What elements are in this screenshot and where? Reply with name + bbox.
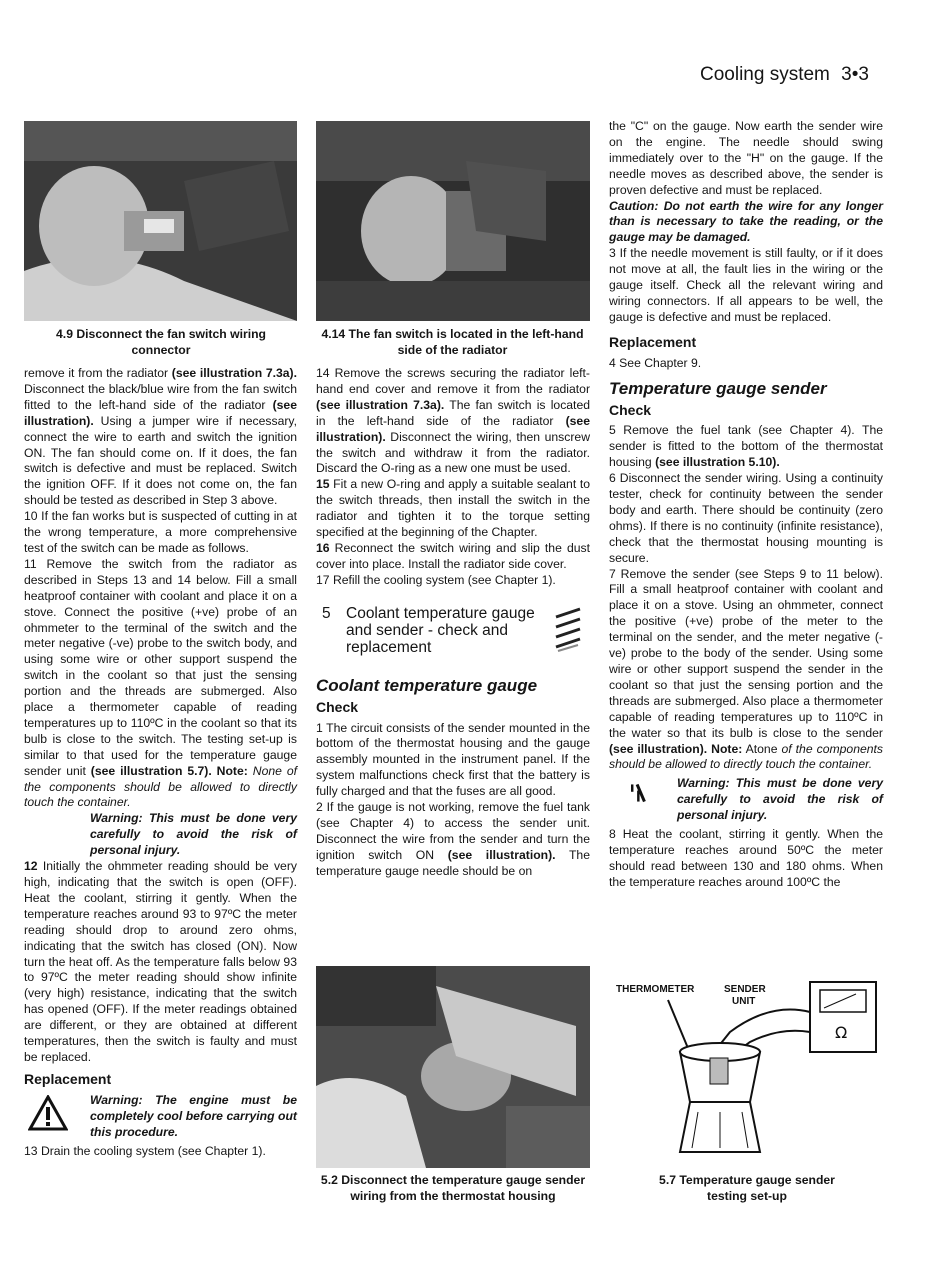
caption-5-2: 5.2 Disconnect the temperature gauge sender wiring from the thermostat housing: [320, 1173, 586, 1203]
text: Disconnect the black/blue wire from the fan switch fitted to the left-hand side of the radiator: [24, 381, 297, 412]
paragraph-11: [24, 557, 297, 812]
heading-check: Check: [316, 698, 359, 715]
ref: (see illustration 5.7). Note:: [90, 763, 248, 778]
caption-4-9: 4.9 Disconnect the fan switch wiring connector: [56, 327, 266, 357]
photo-sender-wiring: [316, 966, 590, 1168]
paragraph-13: 13 Drain the cooling system (see Chapter 1).: [24, 1143, 266, 1158]
paragraph-17: 17 Refill the cooling system (see Chapter 1).: [316, 572, 556, 587]
text: as: [116, 493, 130, 508]
svg-text:Ω: Ω: [835, 1023, 848, 1042]
paragraph-9: [24, 366, 297, 509]
text: Initially the ohmmeter reading should be very high, indicating that the switch is open (OFF). Heat the coolant, stirring it gently. When the temperature reaches around 93 to 97ºC the meter reading should drop to around zero ohms, indicating that the switch has closed (ON). Now turn the heat off. As the temperature falls below 93 to 97ºC the meter reading should show infinite (very high) resistance, indicating that the switch has opened (OFF). If the meter readings obtained are different, or they are obtained at different temperatures, then the switch is faulty and must be replaced.: [24, 859, 297, 1064]
warning-icon: [627, 782, 657, 804]
text: 7 Remove the sender (see Steps 9 to 11 below). Fill a small heatproof container with coolant and place it on a stove. Using an ohmmeter, connect the positive (+ve) probe of the meter to the terminal on the sender, and the meter negative (-ve) probe to the body of the sender. Using some wire or other support suspend the sender in the coolant so that just the sensing portion and the threads are submerged. Also place a thermometer capable of reading temperatures up to 110ºC in the water so that its bulb is close to the sender: [609, 566, 883, 740]
paragraph-16: [316, 541, 590, 573]
text: remove it from the radiator: [24, 366, 172, 380]
sender-unit: [710, 1058, 728, 1084]
paragraph-4: 4 See Chapter 9.: [609, 355, 702, 370]
text: of the components should be allowed to directly touch the container.: [609, 741, 884, 772]
paragraph-5: [609, 423, 883, 471]
warning-text: Warning: This must be done very carefully to avoid the risk of personal injury.: [677, 776, 883, 823]
heading-replacement: Replacement: [24, 1070, 112, 1087]
text: 5 Remove the fuel tank (see Chapter 4). The sender is fitted to the bottom of the thermostat housing: [609, 423, 883, 470]
text: 14 Remove the screws securing the radiator left-hand end cover and remove it from the radiator: [316, 366, 590, 396]
caption-4-14: 4.14 The fan switch is located in the left-hand side of the radiator: [321, 327, 584, 357]
section-5-title: [316, 605, 590, 656]
paragraph-8: 8 Heat the coolant, stirring it gently. When the temperature reaches around 50ºC the meter should read between 130 and 180 ohms. When the temperature reaches around 100ºC the: [609, 827, 883, 889]
paragraph-10: 10 If the fan works but is suspected of cutting in at the wrong temperature, a more comprehensive test of the switch can be made as follows.: [24, 509, 297, 555]
warning-triangle-icon: [28, 1095, 68, 1131]
section-number: 5: [322, 604, 331, 622]
page-number: 3•3: [841, 64, 869, 85]
text: None of the components should be allowed to directly touch the container.: [24, 763, 298, 810]
ref: (see illustration).: [447, 847, 556, 862]
chapter-title: Cooling system: [700, 64, 830, 85]
running-head: [700, 64, 900, 86]
photo-fan-switch-connector: [24, 121, 297, 321]
text: The fan switch is located in the left-hand side of the radiator: [316, 397, 591, 428]
heading-temperature-gauge-sender: Temperature gauge sender: [609, 378, 827, 398]
paragraph-3: 3 If the needle movement is still faulty, or if it does not move at all, the fault lies in the wiring or the gauge itself. Check all the relevant wiring and wiring connectors. If all appears to be well, the gauge is defective and must be replaced.: [609, 246, 883, 324]
paragraph-2-continued: the "C" on the gauge. Now earth the sender wire on the engine. The needle should swing immediately over to the "H" on the gauge. If the needle moves as described above, the sender is proven defective and must be replaced.: [609, 119, 883, 197]
label-thermometer: THERMOMETER: [616, 984, 695, 995]
warning-engine-cool: [24, 1093, 297, 1141]
column-3: [609, 119, 883, 891]
column-1: [24, 366, 297, 1159]
paragraph-14: [316, 366, 590, 477]
text: Atone: [742, 741, 782, 756]
step-number: 15: [316, 477, 330, 492]
paragraph-1: 1 The circuit consists of the sender mounted in the bottom of the thermostat housing and the gauge assembly mounted in the instrument panel. If the system malfunctions check first that the battery is fully charged and that the fuses are all good.: [316, 720, 590, 799]
ref: (see illustration 7.3a).: [171, 366, 297, 380]
ref: (see illustration).: [24, 397, 297, 428]
text: 11 Remove the switch from the radiator as described in Steps 13 and 14 below. Fill a small heatproof container with coolant and place it on a stove. Connect the positive (+ve) probe of an ohmmeter to the terminal of the switch and the meter negative (-ve) probe to the switch body, and using some wire or other support suspend the switch in the coolant so that just the sensing portion and the threads are submerged. Also place a thermometer capable of reading temperatures up to 110ºC in the coolant so that its bulb is close to the switch. The testing set-up is similar to that used for the temperature gauge sender unit: [24, 556, 297, 778]
paragraph-7: [609, 567, 883, 774]
text: Fit a new O-ring and apply a suitable sealant to the switch threads, then install the switch in the radiator and tighten it to the torque setting specified at the beginning of the Chapter.: [316, 477, 590, 540]
heading-replacement: Replacement: [609, 333, 697, 350]
paragraph-15: [316, 477, 590, 541]
text: Using a jumper wire if necessary, connect the wire to earth and switch the ignition ON. The fan should come on. If it does, the fan switch is defective and must be replaced. Switch the ignition OFF. If it does not come on, the fan should be tested: [24, 413, 297, 508]
warning-text: Warning: The engine must be completely cool before carrying out this procedure.: [90, 1092, 297, 1139]
column-2: [316, 366, 590, 880]
step-number: 16: [316, 540, 330, 555]
warning-personal-injury: Warning: This must be done very carefully to avoid the risk of personal injury.: [90, 811, 297, 858]
ref: (see illustration 7.3a).: [316, 397, 445, 412]
difficulty-spanner-icon: [552, 605, 584, 657]
paragraph-2: [316, 800, 590, 880]
paragraph-12: [24, 859, 297, 1066]
text: Reconnect the switch wiring and slip the dust cover into place. Install the radiator side cover.: [316, 540, 590, 571]
text: described in Step 3 above.: [129, 493, 278, 508]
photo-fan-switch-location: [316, 121, 590, 321]
step-number: 12: [24, 859, 38, 874]
caption-5-7: 5.7 Temperature gauge sender testing set-up: [659, 1173, 835, 1203]
caution-earth-wire: Caution: Do not earth the wire for any longer than is necessary to take the reading, or the gauge may be damaged.: [609, 198, 883, 245]
text: 2 If the gauge is not working, remove the fuel tank (see Chapter 4) to access the sender unit. Disconnect the wire from the sender and turn the ignition switch ON: [316, 800, 590, 862]
ref: (see illustration). Note:: [609, 741, 743, 756]
label-sender: SENDER: [724, 984, 766, 995]
diagram-sender-test-setup: [610, 972, 884, 1164]
text: The temperature gauge needle should be on: [316, 847, 590, 878]
ref: (see illustration 5.10).: [655, 455, 780, 470]
ref: (see illustration).: [316, 413, 590, 444]
paragraph-6: 6 Disconnect the sender wiring. Using a continuity tester, check for continuity between the sender body and earth. There should be continuity (zero ohms). If there is no continuity (infinite resistance), check that the thermostat housing mounting is secure.: [609, 471, 883, 565]
label-unit: UNIT: [732, 996, 756, 1007]
text: Disconnect the wiring, then unscrew the switch and withdraw it from the radiator. Discard the O-ring as a new one must be used.: [316, 429, 590, 476]
section-heading: Coolant temperature gauge and sender - check and replacement: [346, 604, 535, 656]
warning-personal-injury: [609, 776, 883, 824]
heading-check: Check: [609, 401, 652, 418]
heading-coolant-temperature-gauge: Coolant temperature gauge: [316, 675, 538, 695]
